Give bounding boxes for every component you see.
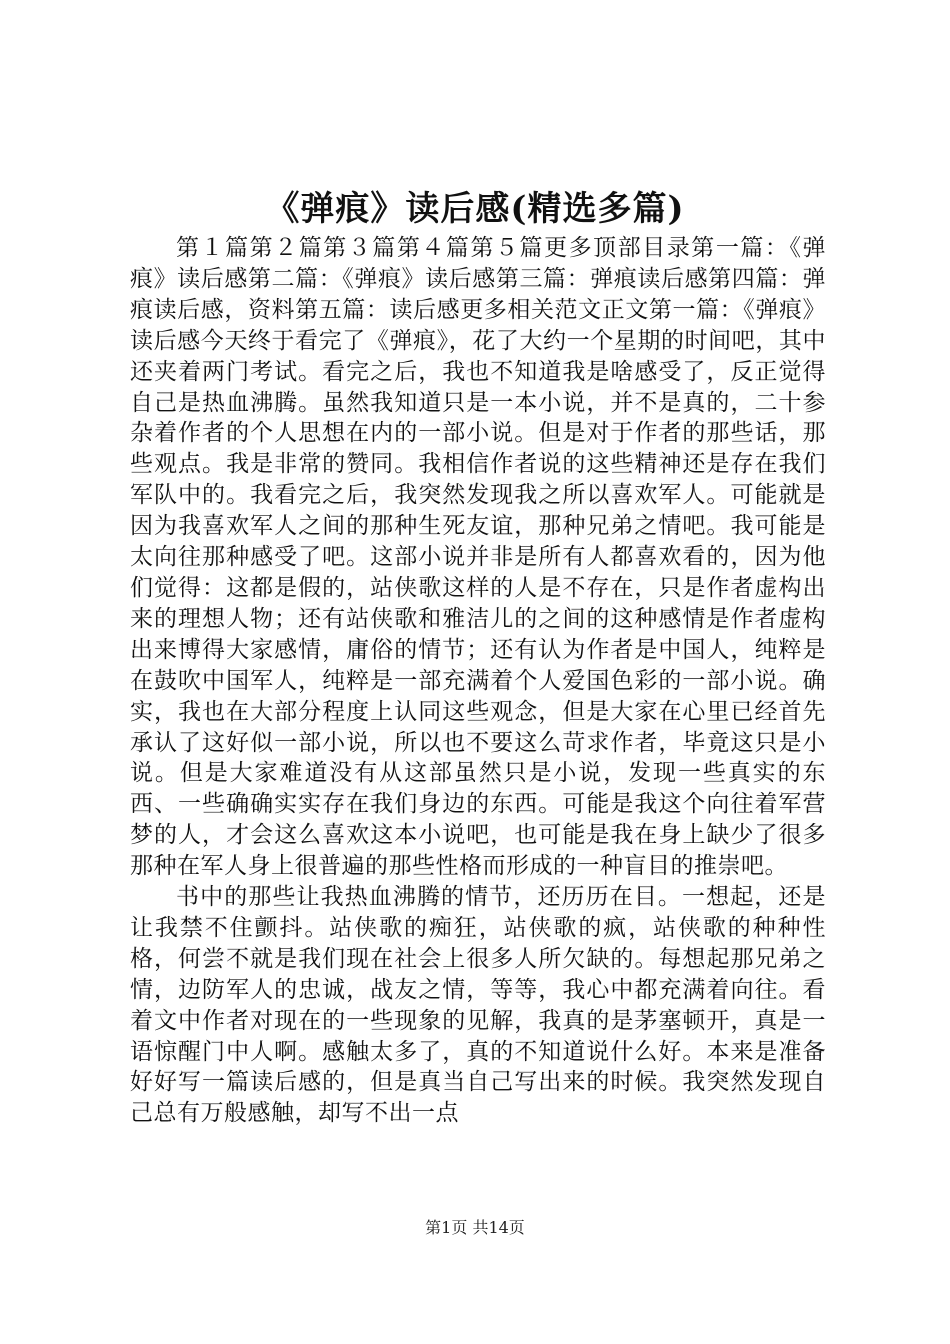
document-body: [130, 233, 826, 1129]
body-paragraph-1: 第１篇第２篇第３篇第４篇第５篇更多顶部目录第一篇：《弹痕》读后感第二篇：《弹痕》读后感第三篇：弹痕读后感第四篇：弹痕读后感，资料第五篇：读后感更多相关范文正文第一篇：《弹痕》读后感今天终于看完了《弹痕》，花了大约一个星期的时间吧，其中还夹着两门考试。看完之后，我也不知道我是啥感受了，反正觉得自己是热血沸腾。虽然我知道只是一本小说，并不是真的，二十参杂着作者的个人思想在内的一部小说。但是对于作者的那些话，那些观点。我是非常的赞同。我相信作者说的这些精神还是存在我们军队中的。我看完之后，我突然发现我之所以喜欢军人。可能就是因为我喜欢军人之间的那种生死友谊，那种兄弟之情吧。我可能是太向往那种感受了吧。这部小说并非是所有人都喜欢看的，因为他们觉得：这都是假的，站侠歌这样的人是不存在，只是作者虚构出来的理想人物；还有站侠歌和雅洁儿的之间的这种感情是作者虚构出来博得大家感情，庸俗的情节；还有认为作者是中国人，纯粹是在鼓吹中国军人，纯粹是一部充满着个人爱国色彩的一部小说。确实，我也在大部分程度上认同这些观念，但是大家在心里已经首先承认了这好似一部小说，所以也不要这么苛求作者，毕竟这只是小说。但是大家难道没有从这部虽然只是小说，发现一些真实的东西、一些确确实实存在我们身边的东西。可能是我这个向往着军营梦的人，才会这么喜欢这本小说吧，也可能是我在身上缺少了很多那种在军人身上很普遍的那些性格而形成的一种盲目的推崇吧。: [130, 235, 826, 880]
document-title: 《弹痕》读后感(精选多篇): [265, 189, 685, 229]
body-paragraph-2: 书中的那些让我热血沸腾的情节，还历历在目。一想起，还是让我禁不住颤抖。站侠歌的痴狂，站侠歌的疯，站侠歌的种种性格，何尝不就是我们现在社会上很多人所欠缺的。每想起那兄弟之情，边防军人的忠诚，战友之情，等等，我心中都充满着向往。看着文中作者对现在的一些现象的见解，我真的是茅塞顿开，真是一语惊醒门中人啊。感触太多了，真的不知道说什么好。本来是准备好好写一篇读后感的，但是真当自己写出来的时候。我突然发现自己总有万般感触，却写不出一点: [130, 884, 826, 1127]
page-footer: 第1页 共14页: [425, 1218, 525, 1237]
